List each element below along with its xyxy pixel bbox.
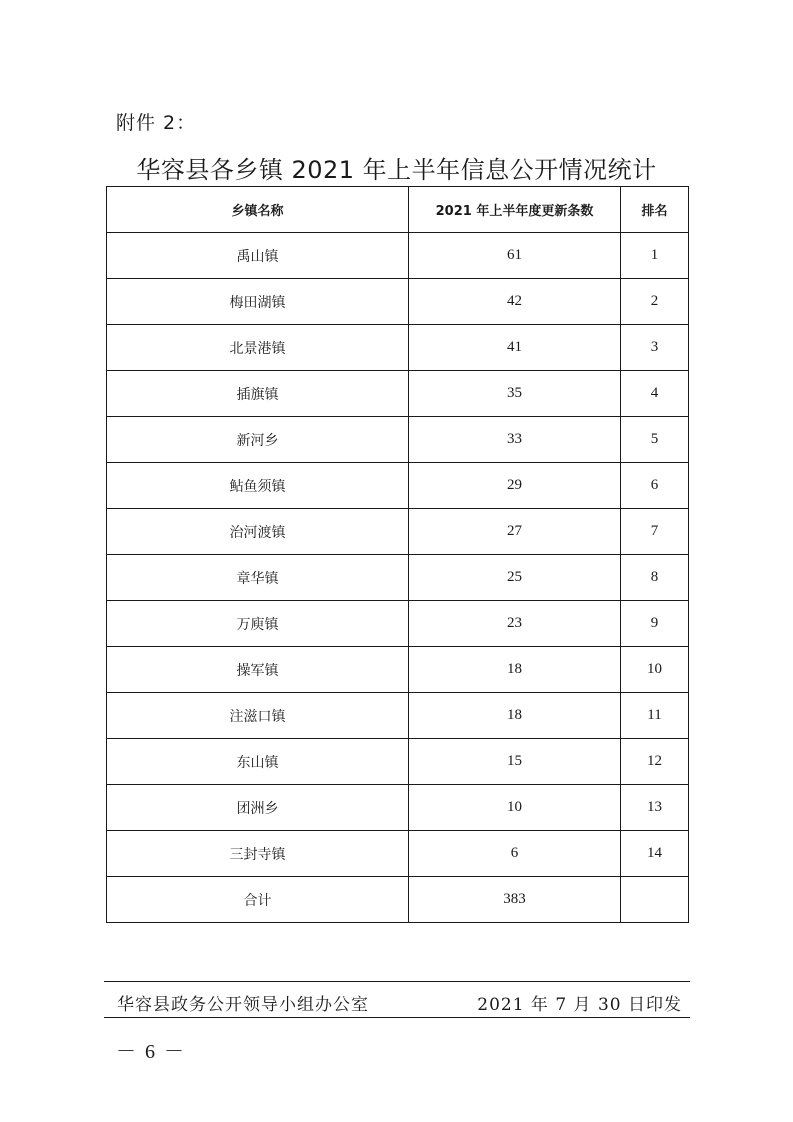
- update-count-cell: 6: [409, 831, 621, 877]
- rank-cell: 4: [621, 371, 689, 417]
- table-row: [107, 509, 689, 555]
- update-count-cell: 10: [409, 785, 621, 831]
- rank-cell: 7: [621, 509, 689, 555]
- update-count-cell: 15: [409, 739, 621, 785]
- town-name-cell: 团洲乡: [107, 785, 409, 831]
- total-label-cell: 合计: [107, 877, 409, 923]
- town-name-cell: 北景港镇: [107, 325, 409, 371]
- table-row: [107, 831, 689, 877]
- town-name-cell: 注滋口镇: [107, 693, 409, 739]
- update-count-cell: 42: [409, 279, 621, 325]
- rank-cell: 3: [621, 325, 689, 371]
- table-header: [107, 187, 689, 233]
- town-name-cell: 梅田湖镇: [107, 279, 409, 325]
- table-row: [107, 647, 689, 693]
- table-row: [107, 463, 689, 509]
- total-rank-cell: [621, 877, 689, 923]
- table-row: [107, 785, 689, 831]
- town-name-cell: 章华镇: [107, 555, 409, 601]
- table-body: [107, 233, 689, 923]
- update-count-cell: 18: [409, 647, 621, 693]
- header-rank: 排名: [621, 187, 689, 233]
- rank-cell: 11: [621, 693, 689, 739]
- table-header-row: [107, 187, 689, 233]
- rank-cell: 12: [621, 739, 689, 785]
- town-name-cell: 三封寺镇: [107, 831, 409, 877]
- town-name-cell: 治河渡镇: [107, 509, 409, 555]
- total-count-cell: 383: [409, 877, 621, 923]
- town-name-cell: 万庾镇: [107, 601, 409, 647]
- table-row: [107, 279, 689, 325]
- table-row: [107, 555, 689, 601]
- rank-cell: 8: [621, 555, 689, 601]
- town-name-cell: 东山镇: [107, 739, 409, 785]
- update-count-cell: 61: [409, 233, 621, 279]
- page-number: － 6 －: [116, 1041, 186, 1063]
- table-row: [107, 371, 689, 417]
- attachment-label: 附件 2：: [116, 112, 197, 134]
- rank-cell: 1: [621, 233, 689, 279]
- table-total-row: [107, 877, 689, 923]
- town-name-cell: 鲇鱼须镇: [107, 463, 409, 509]
- header-town-name: 乡镇名称: [107, 187, 409, 233]
- update-count-cell: 23: [409, 601, 621, 647]
- update-count-cell: 35: [409, 371, 621, 417]
- update-count-cell: 29: [409, 463, 621, 509]
- update-count-cell: 27: [409, 509, 621, 555]
- issuer-name: 华容县政务公开领导小组办公室: [117, 995, 369, 1015]
- rank-cell: 14: [621, 831, 689, 877]
- issue-date: 2021 年 7 月 30 日印发: [477, 995, 682, 1015]
- rank-cell: 10: [621, 647, 689, 693]
- rank-cell: 2: [621, 279, 689, 325]
- table-row: [107, 417, 689, 463]
- update-count-cell: 18: [409, 693, 621, 739]
- town-name-cell: 禹山镇: [107, 233, 409, 279]
- update-count-cell: 25: [409, 555, 621, 601]
- rank-cell: 5: [621, 417, 689, 463]
- rank-cell: 9: [621, 601, 689, 647]
- header-update-count: 2021 年上半年度更新条数: [409, 187, 621, 233]
- table-row: [107, 739, 689, 785]
- table-row: [107, 233, 689, 279]
- update-count-cell: 33: [409, 417, 621, 463]
- footer-bottom-rule: [104, 1017, 690, 1018]
- statistics-table: [106, 186, 689, 923]
- footer-top-rule: [104, 981, 690, 982]
- update-count-cell: 41: [409, 325, 621, 371]
- town-name-cell: 插旗镇: [107, 371, 409, 417]
- table-row: [107, 601, 689, 647]
- table-row: [107, 325, 689, 371]
- rank-cell: 6: [621, 463, 689, 509]
- town-name-cell: 操军镇: [107, 647, 409, 693]
- document-title: 华容县各乡镇 2021 年上半年信息公开情况统计: [136, 156, 657, 184]
- table-row: [107, 693, 689, 739]
- town-name-cell: 新河乡: [107, 417, 409, 463]
- rank-cell: 13: [621, 785, 689, 831]
